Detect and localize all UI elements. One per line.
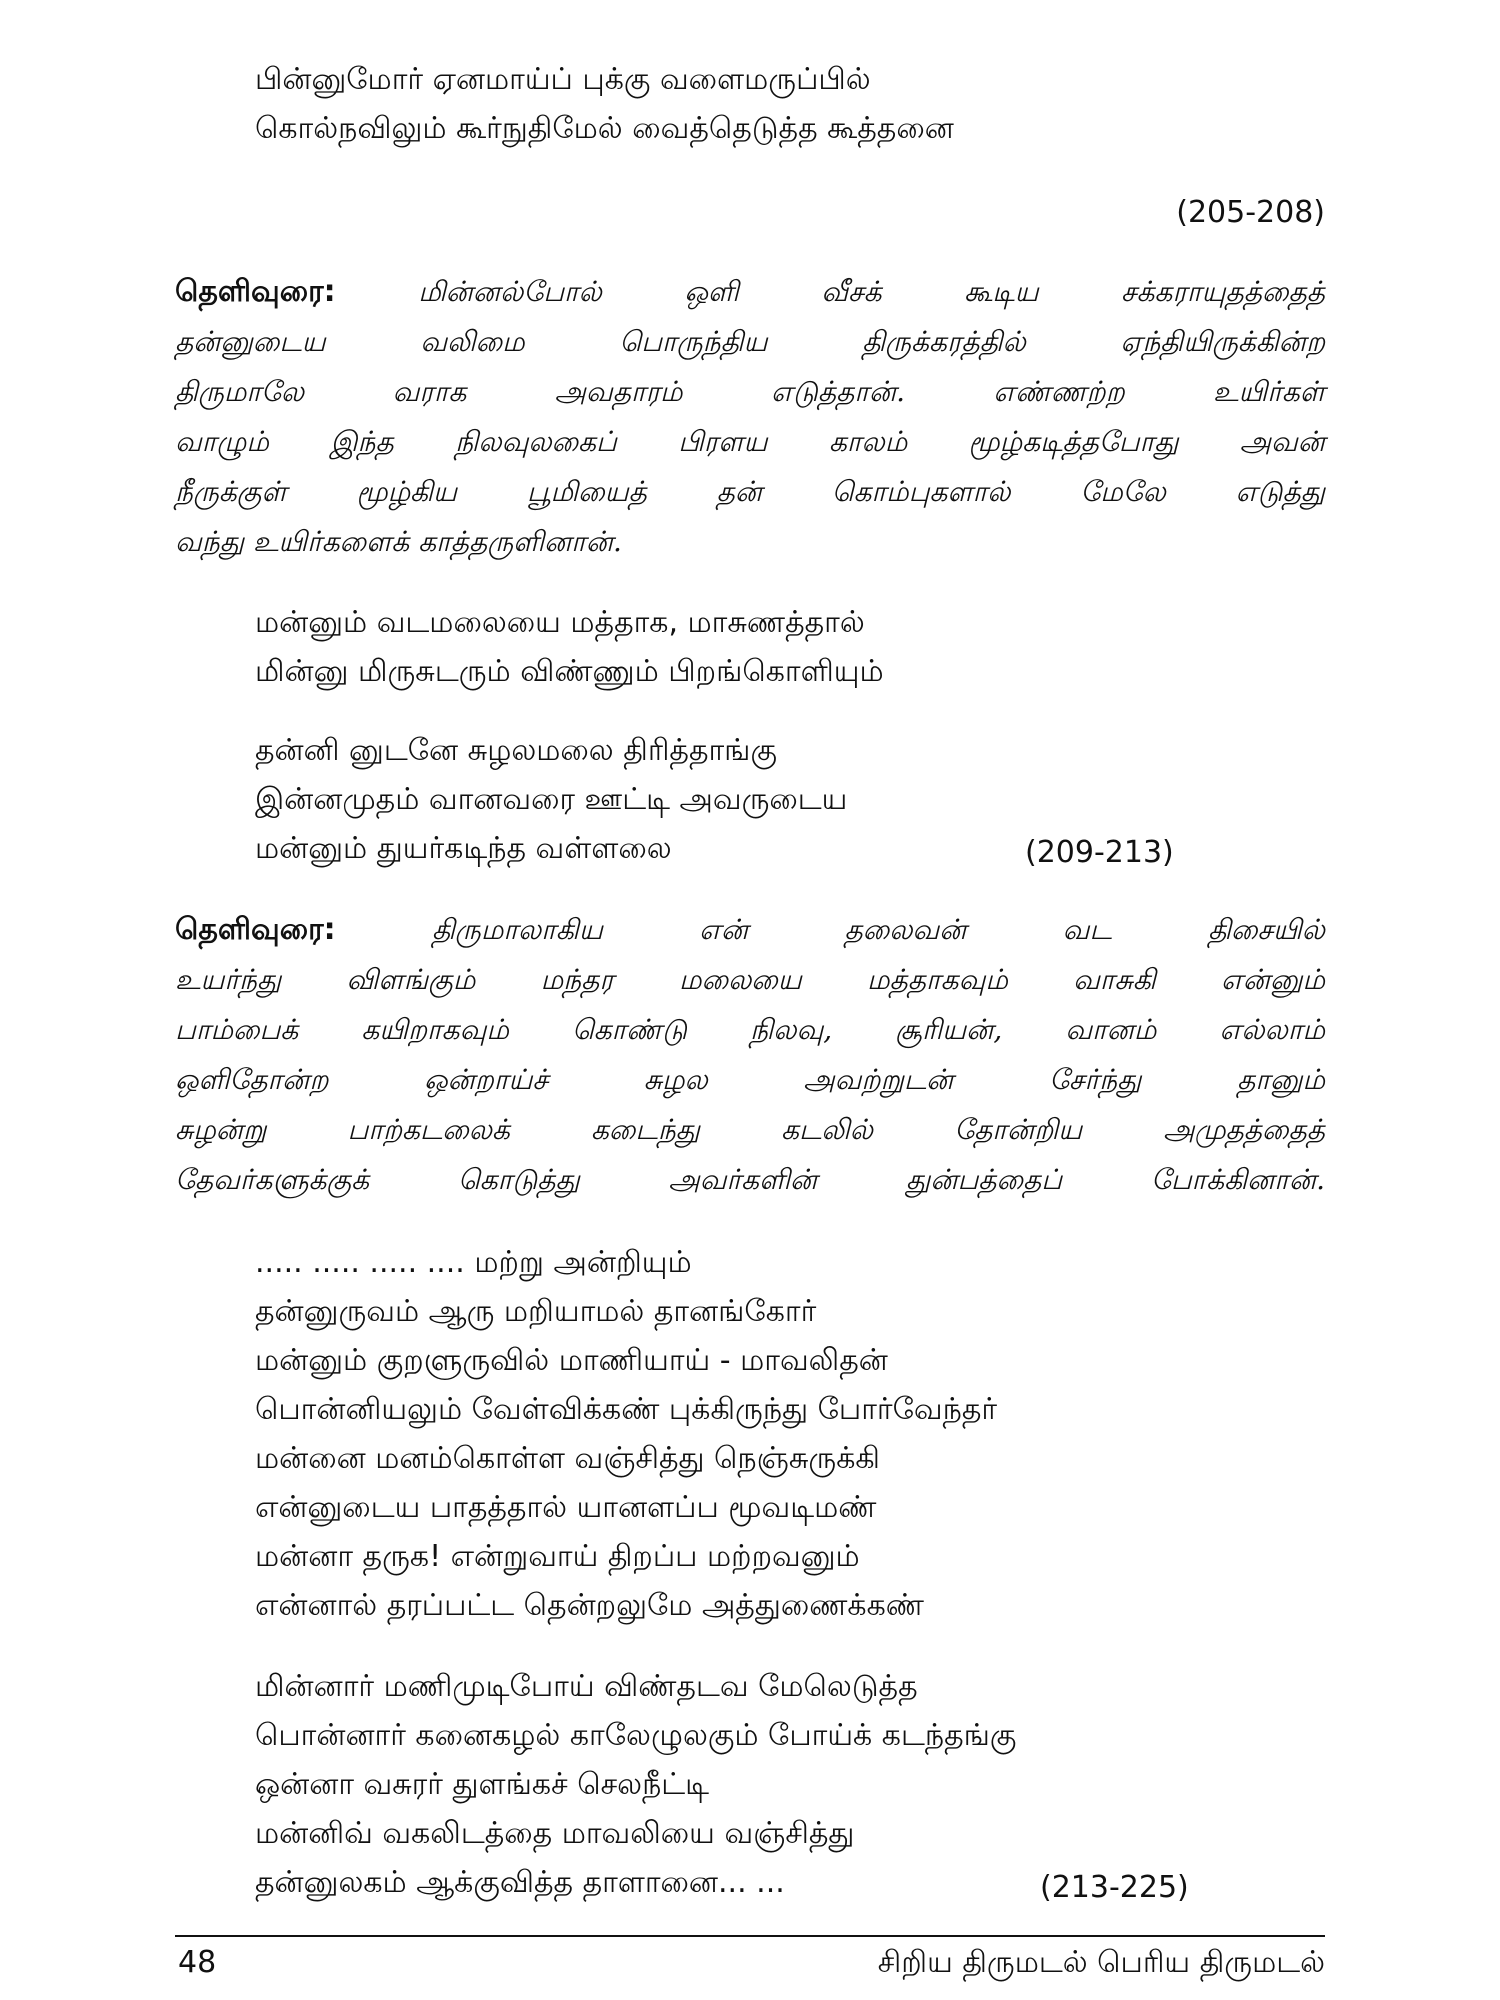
verse-line: மின்னார் மணிமுடிபோய் விண்தடவ மேலெடுத்த bbox=[255, 1669, 918, 1704]
verse-line: தன்னி னுடனே சுழலமலை திரித்தாங்கு bbox=[255, 733, 777, 768]
verse-line: ..... ..... ..... .... மற்று அன்றியும் bbox=[255, 1245, 692, 1280]
commentary-label: தெளிவுரை: bbox=[175, 912, 336, 947]
verse-209-213-b bbox=[255, 726, 847, 873]
verse-line: தன்னுருவம் ஆரு மறியாமல் தானங்கோர் bbox=[255, 1294, 817, 1329]
commentary-line: தன்னுடைய வலிமை பொருந்திய திருக்கரத்தில் ஏந்தியிருக்கின்ற bbox=[175, 325, 1325, 358]
verse-line: மின்னு மிருசுடரும் விண்ணும் பிறங்கொளியும் bbox=[255, 654, 884, 689]
commentary-line: பாம்பைக் கயிறாகவும் கொண்டு நிலவு, சூரியன், வானம் எல்லாம் bbox=[175, 1013, 1325, 1046]
commentary-paragraph bbox=[175, 267, 1325, 567]
verse-205-208 bbox=[255, 55, 954, 153]
verse-213-225-b bbox=[255, 1662, 1016, 1907]
verse-line: கொல்நவிலும் கூர்நுதிமேல் வைத்தெடுத்த கூத்தனை bbox=[255, 111, 954, 146]
verse-line: மன்னை மனம்கொள்ள வஞ்சித்து நெஞ்சுருக்கி bbox=[255, 1441, 881, 1476]
commentary-line: நீருக்குள் மூழ்கிய பூமியைத் தன் கொம்புகளால் மேலே எடுத்து bbox=[175, 475, 1325, 508]
verse-line: இன்னமுதம் வானவரை ஊட்டி அவருடைய bbox=[255, 782, 848, 817]
verse-reference: (209-213) bbox=[1025, 835, 1174, 870]
commentary-paragraph bbox=[175, 905, 1325, 1205]
verse-line: மன்னா தருக! என்றுவாய் திறப்ப மற்றவனும் bbox=[255, 1539, 860, 1574]
commentary-line: தெளிவுரை: திருமாலாகிய என் தலைவன் வட திசையில் bbox=[175, 912, 1325, 947]
verse-line: பின்னுமோர் ஏனமாய்ப் புக்கு வளைமருப்பில் bbox=[255, 62, 871, 97]
commentary-line: ஒளிதோன்ற ஒன்றாய்ச் சுழல அவற்றுடன் சேர்ந்து தானும் bbox=[175, 1063, 1325, 1096]
verse-line: பொன்னார் கனைகழல் காலேழுலகும் போய்க் கடந்தங்கு bbox=[255, 1718, 1017, 1753]
commentary-line: வந்து உயிர்களைக் காத்தருளினான். bbox=[175, 525, 622, 558]
verse-line: மன்னிவ் வகலிடத்தை மாவலியை வஞ்சித்து bbox=[255, 1816, 855, 1851]
commentary-label: தெளிவுரை: bbox=[175, 274, 336, 309]
commentary-line: தெளிவுரை: மின்னல்போல் ஒளி வீசக் கூடிய சக்கராயுதத்தைத் bbox=[175, 274, 1326, 309]
verse-line: பொன்னியலும் வேள்விக்கண் புக்கிருந்து போர்வேந்தர் bbox=[255, 1392, 998, 1427]
verse-line: மன்னும் துயர்கடிந்த வள்ளலை bbox=[255, 831, 672, 866]
commentary-line: சுழன்று பாற்கடலைக் கடைந்து கடலில் தோன்றிய அமுதத்தைத் bbox=[175, 1113, 1325, 1146]
commentary-line: தேவர்களுக்குக் கொடுத்து அவர்களின் துன்பத்தைப் போக்கினான். bbox=[175, 1163, 1325, 1196]
commentary-line: உயர்ந்து விளங்கும் மந்தர மலையை மத்தாகவும் வாசுகி என்னும் bbox=[175, 963, 1325, 996]
verse-line: ஒன்னா வசுரர் துளங்கச் செலநீட்டி bbox=[255, 1767, 710, 1802]
running-title: சிறிய திருமடல் பெரிய திருமடல் bbox=[877, 1945, 1325, 1980]
footer-rule bbox=[175, 1935, 1325, 1937]
commentary-line: வாழும் இந்த நிலவுலகைப் பிரளய காலம் மூழ்கடித்தபோது அவன் bbox=[175, 425, 1325, 458]
verse-line: என்னுடைய பாதத்தால் யானளப்ப மூவடிமண் bbox=[255, 1490, 877, 1525]
verse-line: மன்னும் வடமலையை மத்தாக, மாசுணத்தால் bbox=[255, 605, 865, 640]
page-number: 48 bbox=[178, 1945, 217, 1980]
verse-reference: (205-208) bbox=[1176, 195, 1325, 230]
commentary-line: திருமாலே வராக அவதாரம் எடுத்தான். எண்ணற்ற உயிர்கள் bbox=[175, 375, 1325, 408]
verse-line: மன்னும் குறளுருவில் மாணியாய் - மாவலிதன் bbox=[255, 1343, 888, 1378]
verse-reference: (213-225) bbox=[1040, 1870, 1189, 1905]
verse-213-225-a bbox=[255, 1238, 997, 1630]
verse-line: தன்னுலகம் ஆக்குவித்த தாளானை... ... bbox=[255, 1865, 785, 1900]
verse-line: என்னால் தரப்பட்ட தென்றலுமே அத்துணைக்கண் bbox=[255, 1588, 924, 1623]
verse-209-213-a bbox=[255, 598, 884, 696]
